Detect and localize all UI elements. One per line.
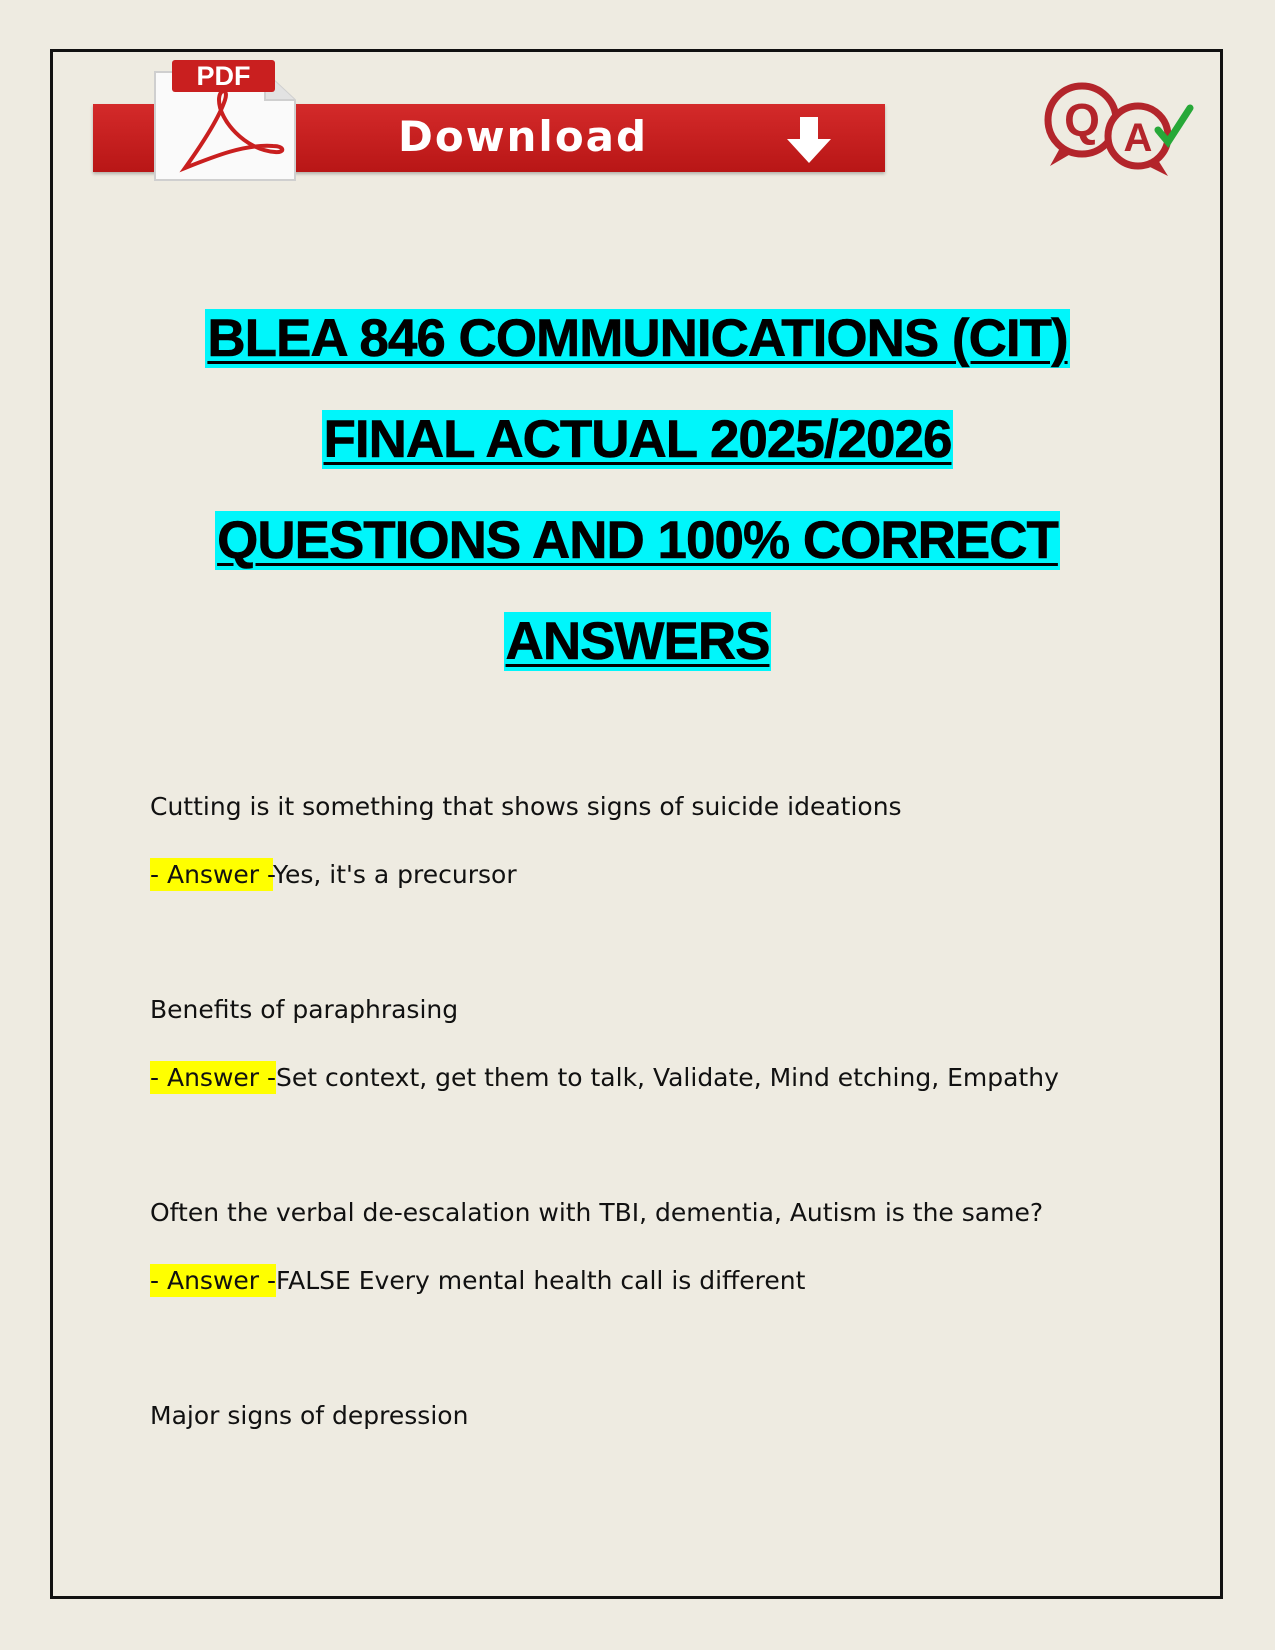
- answer-line: [150, 1063, 1059, 1092]
- question-text: Cutting is it something that shows signs of suicide ideations: [150, 792, 902, 821]
- title-line: BLEA 846 COMMUNICATIONS (CIT): [207, 309, 1068, 368]
- document-title: [120, 305, 1155, 709]
- answer-line: [150, 1266, 805, 1295]
- page-border: [50, 49, 1223, 1599]
- qa-logo-q: Q: [1064, 94, 1100, 146]
- answer-prefix: - Answer -: [150, 1266, 277, 1295]
- answer-prefix: - Answer -: [150, 860, 274, 889]
- download-label: Download: [398, 112, 649, 161]
- question-text: Benefits of paraphrasing: [150, 995, 459, 1024]
- answer-prefix: - Answer -: [150, 1063, 277, 1092]
- pdf-download-banner[interactable]: [93, 60, 885, 185]
- qa-logo-icon: [1040, 78, 1210, 178]
- down-arrow-icon: [783, 115, 835, 167]
- pdf-tag: PDF: [172, 60, 275, 92]
- title-line: FINAL ACTUAL 2025/2026: [323, 410, 952, 469]
- question-text: Major signs of depression: [150, 1401, 469, 1430]
- answer-text: FALSE Every mental health call is different: [276, 1266, 806, 1295]
- pdf-document-icon: [145, 60, 310, 185]
- title-line: QUESTIONS AND 100% CORRECT: [217, 511, 1058, 570]
- answer-text: Yes, it's a precursor: [273, 860, 517, 889]
- title-line: ANSWERS: [505, 612, 770, 671]
- question-text: Often the verbal de-escalation with TBI, dementia, Autism is the same?: [150, 1198, 1044, 1227]
- answer-line: [150, 860, 517, 889]
- answer-text: Set context, get them to talk, Validate, Mind etching, Empathy: [276, 1063, 1059, 1092]
- qa-logo-a: A: [1123, 116, 1153, 160]
